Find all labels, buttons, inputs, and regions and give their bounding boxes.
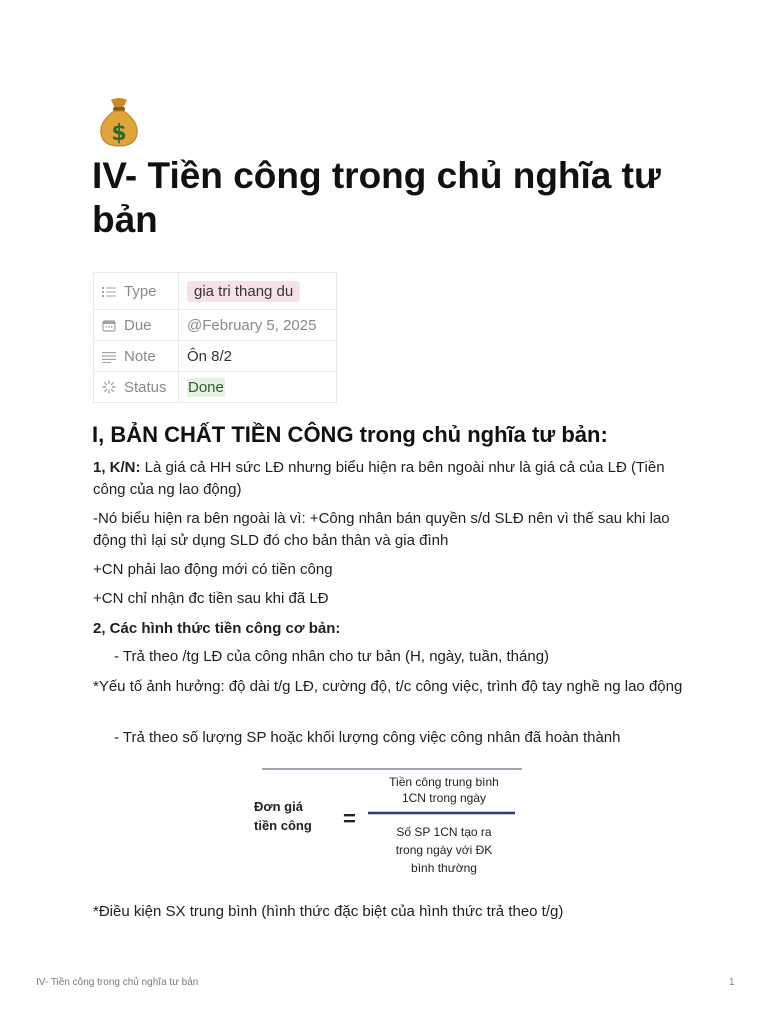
note-value[interactable]: Ôn 8/2	[179, 341, 337, 372]
paragraph-subheading: 2, Các hình thức tiền công cơ bản:	[93, 620, 341, 637]
spinner-icon	[102, 380, 116, 394]
paragraph-point: +CN phải lao động mới có tiền công	[93, 561, 333, 578]
property-key: Type	[94, 273, 179, 310]
money-bag-icon	[97, 96, 141, 148]
paragraph-definition: 1, K/N: Là giá cả HH sức LĐ nhưng biểu hiện ra bên ngoài như là giá cả của LĐ (Tiền công của ng lao động)	[93, 459, 665, 498]
text-lines-icon	[102, 351, 116, 363]
properties-table	[93, 272, 337, 403]
property-key: Note	[94, 341, 179, 372]
formula-equals: =	[343, 806, 356, 831]
property-row-status	[94, 372, 337, 403]
footer-page-number: 1	[729, 977, 735, 988]
formula-denominator-line2: trong ngày với ĐK	[395, 843, 493, 857]
type-tag[interactable]: gia tri thang du	[187, 281, 300, 302]
status-badge[interactable]: Done	[188, 378, 224, 396]
paragraph-factors: *Yếu tố ảnh hưởng: độ dài t/g LĐ, cường độ, t/c công việc, trình độ tay nghề ng lao động	[93, 678, 683, 695]
property-row-note	[94, 341, 337, 372]
wage-formula-image	[250, 763, 530, 885]
paragraph-conditions: *Điều kiện SX trung bình (hình thức đặc biệt của hình thức trả theo t/g)	[93, 903, 564, 920]
calendar-icon	[102, 319, 116, 332]
formula-numerator-line1: Tiền công trung bình	[389, 775, 499, 789]
formula-numerator-line2: 1CN trong ngày	[401, 791, 487, 805]
svg-text:$: $	[111, 121, 127, 146]
property-key: Due	[94, 310, 179, 341]
status-value[interactable]	[179, 372, 337, 403]
property-row-due	[94, 310, 337, 341]
due-date-value[interactable]: @February 5, 2025	[179, 310, 337, 341]
property-row-type	[94, 273, 337, 310]
formula-denominator-line3: bình thường	[411, 861, 477, 875]
list-item: - Trả theo /tg LĐ của công nhân cho tư bản (H, ngày, tuần, tháng)	[114, 648, 550, 665]
formula-lhs-line1: Đơn giá	[254, 799, 303, 814]
page-title: IV- Tiền công trong chủ nghĩa tư bản	[92, 155, 661, 240]
property-value[interactable]	[179, 273, 337, 310]
section-heading: I, BẢN CHẤT TIỀN CÔNG trong chủ nghĩa tư bản:	[92, 422, 608, 447]
paragraph-point: +CN chỉ nhận đc tiền sau khi đã LĐ	[93, 590, 329, 607]
footer-doc-title: IV- Tiền công trong chủ nghĩa tư bản	[36, 977, 199, 988]
formula-denominator-line1: Số SP 1CN tạo ra	[396, 825, 492, 839]
formula-lhs-line2: tiền công	[254, 818, 312, 833]
paragraph-reason: -Nó biểu hiện ra bên ngoài là vì: +Công nhân bán quyền s/d SLĐ nên vì thế sau khi lao động thì lại sử dụng SLD đó cho bản thân và gia đình	[93, 510, 670, 549]
list-icon	[102, 286, 116, 298]
list-item: - Trả theo số lượng SP hoặc khối lượng công việc công nhân đã hoàn thành	[114, 729, 621, 746]
property-key: Status	[94, 372, 179, 403]
